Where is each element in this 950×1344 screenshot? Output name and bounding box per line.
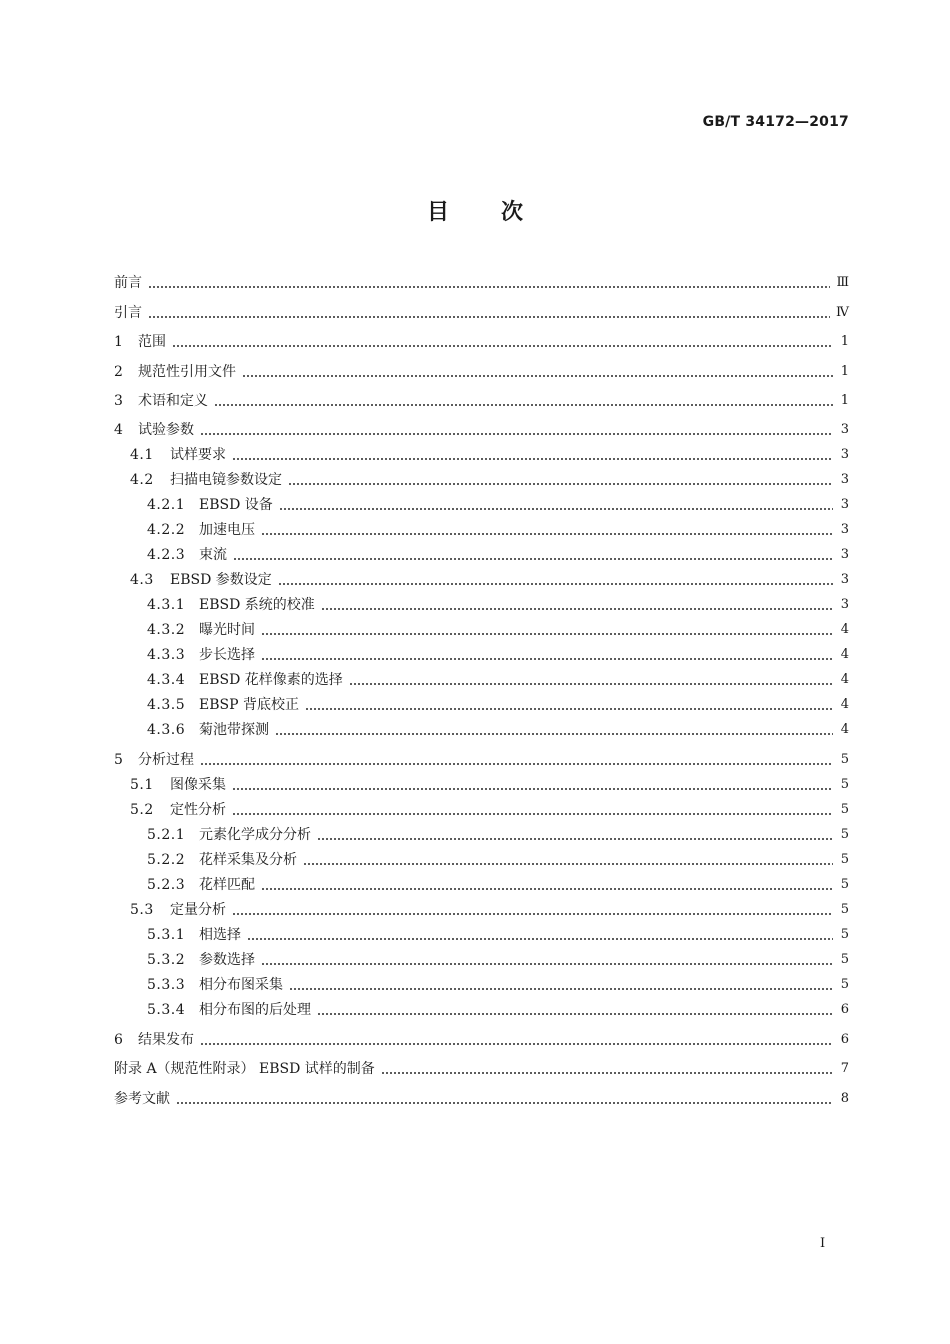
toc-entry[interactable] (114, 1030, 849, 1050)
toc-entry-label (147, 925, 241, 945)
toc-entry-text: EBSP 背底校正 (199, 697, 299, 713)
toc-entry-page: 3 (840, 572, 849, 587)
toc-entry[interactable] (114, 645, 849, 665)
toc-entry-label (114, 1089, 170, 1109)
toc-entry-page: 5 (840, 802, 849, 817)
toc-entry-text: 前言 (114, 275, 142, 291)
toc-entry-label (147, 545, 227, 565)
toc-entry-label (114, 303, 142, 323)
toc-entry-number: 5 (114, 752, 124, 768)
toc-entry-page: 5 (840, 827, 849, 842)
toc-entry-number: 4.2.1 (147, 497, 186, 513)
toc-entry-text: 引言 (114, 305, 142, 321)
toc-entry-page: 5 (840, 777, 849, 792)
toc-leader-dots (381, 1059, 833, 1079)
toc-entry[interactable] (114, 570, 849, 590)
toc-entry-number: 4 (114, 422, 124, 438)
toc-entry-text: 分析过程 (138, 752, 194, 768)
toc-entry-label (147, 620, 255, 640)
toc-entry-label (130, 775, 226, 795)
toc-entry-number: 2 (114, 364, 124, 380)
toc-leader-dots (247, 925, 833, 945)
toc-entry-text: 图像采集 (170, 777, 226, 793)
toc-entry-number: 4.3.2 (147, 622, 186, 638)
toc-entry-page: Ⅳ (836, 305, 849, 320)
toc-entry[interactable] (114, 545, 849, 565)
toc-entry-label (147, 645, 255, 665)
toc-leader-dots (305, 695, 833, 715)
toc-entry-page: 3 (840, 472, 849, 487)
toc-entry[interactable] (114, 825, 849, 845)
toc-entry-label (114, 391, 208, 411)
toc-entry-page: 3 (840, 597, 849, 612)
toc-entry-label (147, 825, 311, 845)
toc-entry-page: 5 (840, 877, 849, 892)
toc-entry[interactable] (114, 800, 849, 820)
toc-entry-number: 4.2.3 (147, 547, 186, 563)
page-title (0, 195, 950, 226)
toc-entry-text: EBSD 参数设定 (170, 572, 272, 588)
toc-entry-text: 曝光时间 (199, 622, 255, 638)
toc-entry[interactable] (114, 775, 849, 795)
toc-entry-page: 5 (840, 852, 849, 867)
toc-entry-page: 1 (840, 334, 849, 349)
toc-entry-text: 范围 (138, 334, 166, 350)
standard-code: GB/T 34172—2017 (702, 114, 849, 130)
toc-entry-page: 4 (840, 647, 849, 662)
toc-entry-number: 4.3.6 (147, 722, 186, 738)
toc-entry-text: EBSD 花样像素的选择 (199, 672, 343, 688)
toc-entry[interactable] (114, 595, 849, 615)
toc-entry-label (130, 900, 226, 920)
toc-entry-number: 5.2.1 (147, 827, 186, 843)
toc-entry-page: 1 (840, 364, 849, 379)
toc-entry-number: 5.3 (130, 902, 154, 918)
toc-leader-dots (176, 1089, 833, 1109)
toc-entry-number: 1 (114, 334, 124, 350)
footer-page-number: Ⅰ (820, 1236, 826, 1251)
toc-entry-number: 4.3.1 (147, 597, 186, 613)
toc-entry-label (114, 332, 166, 352)
toc-entry-label (147, 875, 255, 895)
toc-entry[interactable] (114, 391, 849, 411)
toc-entry-text: 术语和定义 (138, 393, 208, 409)
toc-entry-number: 5.2.2 (147, 852, 186, 868)
toc-leader-dots (349, 670, 833, 690)
toc-leader-dots (148, 303, 830, 323)
toc-entry[interactable] (114, 445, 849, 465)
toc-entry-label (147, 495, 273, 515)
toc-entry-label (147, 975, 283, 995)
toc-entry[interactable] (114, 720, 849, 740)
toc-entry-label (130, 570, 272, 590)
toc-entry-text: 加速电压 (199, 522, 255, 538)
toc-entry-text: 定量分析 (170, 902, 226, 918)
toc-entry-page: 4 (840, 672, 849, 687)
toc-entry-page: 3 (840, 547, 849, 562)
toc-entry-text: 花样匹配 (199, 877, 255, 893)
toc-entry-text: 相分布图采集 (199, 977, 283, 993)
toc-entry-text: 结果发布 (138, 1032, 194, 1048)
toc-entry-page: 4 (840, 622, 849, 637)
toc-entry-number: 4.3.3 (147, 647, 186, 663)
toc-leader-dots (233, 545, 833, 565)
toc-entry[interactable] (114, 1059, 849, 1079)
toc-entry-label (147, 850, 297, 870)
toc-entry-label (130, 445, 226, 465)
toc-leader-dots (288, 470, 833, 490)
toc-entry-text: 束流 (199, 547, 227, 563)
toc-leader-dots (261, 950, 833, 970)
toc-entry[interactable] (114, 620, 849, 640)
toc-entry-text: 试样要求 (170, 447, 226, 463)
toc-entry-number: 5.1 (130, 777, 154, 793)
toc-entry-number: 5.3.4 (147, 1002, 186, 1018)
toc-entry-page: 5 (840, 927, 849, 942)
toc-entry-page: 5 (840, 977, 849, 992)
toc-leader-dots (289, 975, 833, 995)
toc-entry-label (147, 595, 315, 615)
toc-entry-label (147, 950, 255, 970)
toc-entry-page: 8 (840, 1091, 849, 1106)
toc-entry-number: 5.2.3 (147, 877, 186, 893)
toc-leader-dots (148, 273, 830, 293)
toc-entry[interactable] (114, 850, 849, 870)
toc-entry-label (130, 470, 282, 490)
toc-entry-text: 参数选择 (199, 952, 255, 968)
toc-leader-dots (261, 645, 833, 665)
toc-leader-dots (303, 850, 833, 870)
toc-entry-page: 3 (840, 522, 849, 537)
toc-entry-text: EBSD 设备 (199, 497, 273, 513)
toc-leader-dots (261, 620, 833, 640)
toc-entry[interactable] (114, 495, 849, 515)
toc-entry-label (114, 1059, 375, 1079)
toc-entry-label (147, 720, 269, 740)
toc-entry[interactable] (114, 520, 849, 540)
toc-entry-page: 5 (840, 902, 849, 917)
toc-leader-dots (261, 875, 833, 895)
toc-entry-label (130, 800, 226, 820)
toc-entry-text: 相分布图的后处理 (199, 1002, 311, 1018)
toc-entry-number: 5.3.1 (147, 927, 186, 943)
toc-entry-label (114, 420, 194, 440)
toc-entry[interactable] (114, 975, 849, 995)
toc-entry-page: 5 (840, 952, 849, 967)
toc-entry[interactable] (114, 273, 849, 293)
toc-entry-label (114, 750, 194, 770)
toc-leader-dots (232, 775, 833, 795)
toc-entry[interactable] (114, 1089, 849, 1109)
toc-leader-dots (200, 1030, 833, 1050)
toc-leader-dots (172, 332, 833, 352)
toc-entry-label (114, 273, 142, 293)
toc-entry-label (147, 1000, 311, 1020)
toc-entry-page: 3 (840, 422, 849, 437)
toc-entry-number: 4.3 (130, 572, 154, 588)
toc-entry-number: 5.2 (130, 802, 154, 818)
toc-entry-page: 6 (840, 1032, 849, 1047)
toc-entry[interactable] (114, 950, 849, 970)
toc-entry-page: 5 (840, 752, 849, 767)
toc-entry-page: 4 (840, 697, 849, 712)
toc-entry-number: 4.3.5 (147, 697, 186, 713)
toc-entry-number: 4.2.2 (147, 522, 186, 538)
toc-entry-text: 步长选择 (199, 647, 255, 663)
toc-entry-number: 4.3.4 (147, 672, 186, 688)
toc-leader-dots (232, 800, 833, 820)
toc-entry-number: 4.2 (130, 472, 154, 488)
toc-entry-page: 4 (840, 722, 849, 737)
toc-entry[interactable] (114, 332, 849, 352)
toc-leader-dots (200, 420, 833, 440)
toc-leader-dots (242, 362, 833, 382)
toc-entry[interactable] (114, 362, 849, 382)
toc-leader-dots (317, 1000, 833, 1020)
toc-entry-label (114, 1030, 194, 1050)
toc-entry[interactable] (114, 925, 849, 945)
toc-entry-text: 菊池带探测 (199, 722, 269, 738)
toc-entry-text: EBSD 系统的校准 (199, 597, 315, 613)
toc-leader-dots (321, 595, 833, 615)
toc-leader-dots (275, 720, 833, 740)
toc-leader-dots (261, 520, 833, 540)
toc-leader-dots (317, 825, 833, 845)
toc-entry-page: 3 (840, 447, 849, 462)
toc-entry-text: 扫描电镜参数设定 (170, 472, 282, 488)
toc-leader-dots (278, 570, 833, 590)
toc-entry-label (147, 695, 299, 715)
toc-entry-label (147, 520, 255, 540)
toc-leader-dots (200, 750, 833, 770)
toc-entry-number: 5.3.3 (147, 977, 186, 993)
toc-entry-text: 花样采集及分析 (199, 852, 297, 868)
toc-entry-page: 6 (840, 1002, 849, 1017)
toc-leader-dots (279, 495, 833, 515)
toc-entry[interactable] (114, 900, 849, 920)
toc-entry[interactable] (114, 470, 849, 490)
toc-entry-text: 规范性引用文件 (138, 364, 236, 380)
toc-entry-text: 相选择 (199, 927, 241, 943)
toc-entry[interactable] (114, 875, 849, 895)
toc-entry-text: 元素化学成分分析 (199, 827, 311, 843)
toc-entry-number: 4.1 (130, 447, 154, 463)
toc-entry[interactable] (114, 695, 849, 715)
toc-entry-number: 5.3.2 (147, 952, 186, 968)
toc-entry-text: 参考文献 (114, 1091, 170, 1107)
toc-entry-page: 1 (840, 393, 849, 408)
title-part-2: 次 (501, 200, 524, 225)
toc-entry-text: 试验参数 (138, 422, 194, 438)
toc-entry-page: 7 (840, 1061, 849, 1076)
toc-entry-text: 附录 A（规范性附录） EBSD 试样的制备 (114, 1061, 375, 1077)
toc-entry-text: 定性分析 (170, 802, 226, 818)
toc-entry[interactable] (114, 670, 849, 690)
toc-entry-number: 3 (114, 393, 124, 409)
toc-entry[interactable] (114, 303, 849, 323)
toc-leader-dots (232, 445, 833, 465)
toc-leader-dots (214, 391, 833, 411)
toc-leader-dots (232, 900, 833, 920)
toc-entry-number: 6 (114, 1032, 124, 1048)
toc-entry[interactable] (114, 1000, 849, 1020)
toc-entry-page: 3 (840, 497, 849, 512)
toc-entry-page: Ⅲ (836, 275, 849, 290)
toc-entry-label (114, 362, 236, 382)
toc-entry-label (147, 670, 343, 690)
title-part-1: 目 (426, 200, 449, 225)
toc-entry[interactable] (114, 750, 849, 770)
toc-entry[interactable] (114, 420, 849, 440)
